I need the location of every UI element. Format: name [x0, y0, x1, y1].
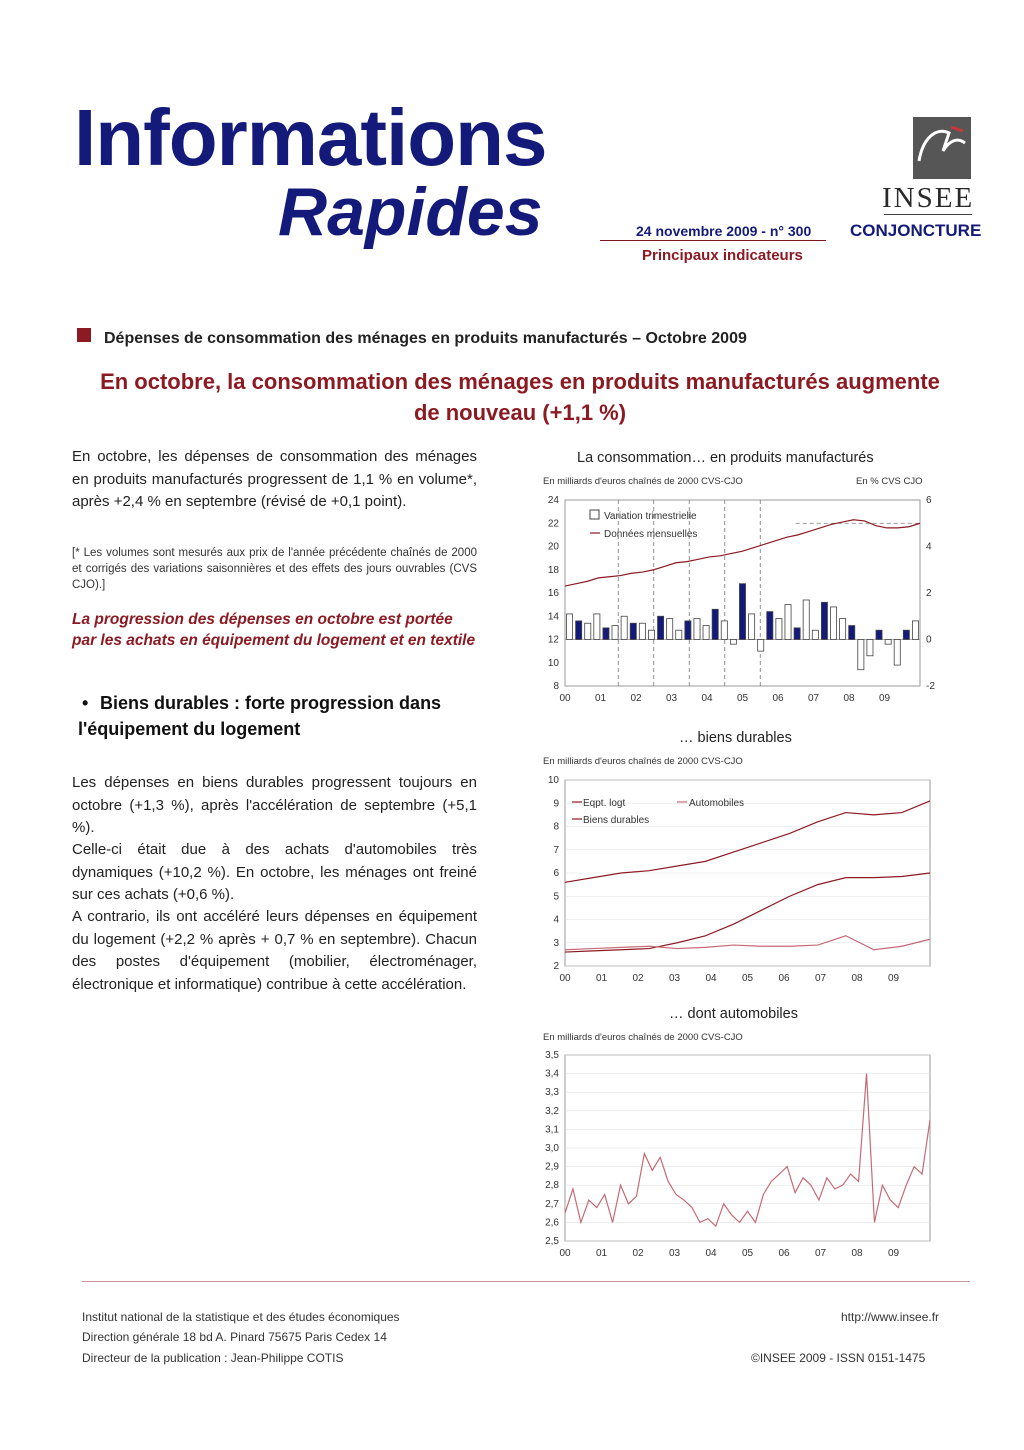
chart1-bar [821, 602, 827, 639]
chart1-bar [767, 612, 773, 640]
chart1-x-tick-label: 01 [594, 693, 607, 704]
chart1-right-tick-label: 6 [926, 495, 932, 506]
chart2-legend-label: Automobiles [689, 798, 745, 809]
chart2-x-tick-label: 09 [887, 973, 900, 984]
chart1-bar [876, 630, 882, 639]
chart1-bar [912, 621, 918, 640]
footer-director: Directeur de la publication : Jean-Philippe COTIS [82, 1351, 344, 1365]
chart1-bar [885, 640, 891, 645]
chart1-x-tick-label: 00 [559, 693, 571, 704]
chart1-bar [803, 600, 809, 640]
chart1-legend-swatch-bars [590, 510, 599, 519]
chart1-bar [867, 640, 873, 656]
chart1-bar [758, 640, 764, 652]
chart2-x-tick-label: 05 [741, 973, 754, 984]
chart2-x-tick-label: 01 [595, 973, 608, 984]
chart3-x-tick-label: 06 [778, 1248, 790, 1259]
chart1-left-tick-label: 24 [547, 495, 559, 506]
chart1-bar [658, 616, 664, 639]
chart1-bar [603, 628, 609, 640]
method-note: [* Les volumes sont mesurés aux prix de l'année précédente chaînés de 2000 et corrigés des variations saisonnières et des effets des jours ouvrables (CVS CJO).] [72, 547, 477, 591]
chart2-y-tick-label: 10 [547, 775, 559, 786]
chart1-x-tick-label: 04 [701, 693, 713, 704]
chart1-bar [749, 614, 755, 640]
chart2-y-tick-label: 9 [553, 798, 559, 810]
chart3-x-tick-label: 02 [632, 1248, 644, 1259]
chart2-y-tick-label: 6 [553, 868, 559, 879]
body-paragraph-1: Les dépenses en biens durables progressent toujours en octobre (+1,3 %), après l'accélération de septembre (+5,1 %). [72, 774, 477, 836]
chart1-bar [567, 614, 573, 640]
chart3-y-tick-label: 3,4 [545, 1068, 559, 1080]
chart3-x-tick-label: 09 [887, 1248, 900, 1259]
chart2-x-tick-label: 02 [632, 973, 644, 984]
chart1-bar [776, 619, 782, 640]
insee-logo-icon [913, 117, 971, 179]
chart1-bar [830, 607, 836, 640]
chart3-unit: En milliards d'euros chaînés de 2000 CVS-CJO [543, 1032, 743, 1043]
chart1-bar [721, 621, 727, 640]
chart1-left-tick-label: 22 [547, 518, 559, 530]
chart1-left-tick-label: 8 [553, 681, 559, 692]
chart2-x-tick-label: 07 [814, 973, 827, 984]
chart1-bar [612, 626, 618, 640]
chart1-x-tick-label: 07 [807, 693, 820, 704]
chart2-y-tick-label: 2 [553, 961, 559, 972]
chart1-bar [576, 621, 582, 640]
chart3-x-tick-label: 04 [705, 1248, 717, 1259]
chart2-svg [530, 770, 950, 990]
issue-date: 24 novembre 2009 - n° 300 [636, 223, 812, 239]
chart2-y-tick-label: 8 [553, 821, 559, 833]
chart3-y-tick-label: 3,3 [545, 1087, 559, 1099]
chart2-legend-label: Eqpt. logt [583, 798, 626, 809]
headline: En octobre, la consommation des ménages en produits manufacturés augmente de nouveau (+1,1 %) [100, 369, 940, 425]
chart2-x-tick-label: 03 [668, 973, 681, 984]
chart3-y-tick-label: 2,8 [545, 1180, 559, 1192]
chart1-bar [840, 619, 846, 640]
chart3-y-tick-label: 3,0 [545, 1143, 559, 1154]
chart3-x-tick-label: 05 [741, 1248, 754, 1259]
chart1-x-tick-label: 08 [843, 693, 855, 704]
chart1-left-tick-label: 20 [547, 541, 559, 553]
chart3-y-tick-label: 2,7 [545, 1198, 559, 1210]
chart1-bar [858, 640, 864, 670]
chart3-x-tick-label: 03 [668, 1248, 681, 1259]
chart1-left-tick-label: 14 [547, 611, 559, 623]
chart3-y-tick-label: 2,9 [545, 1161, 559, 1173]
chart1-bar [639, 623, 645, 639]
chart2-title: … biens durables [679, 730, 792, 746]
chart2-y-tick-label: 3 [553, 937, 559, 949]
chart2-x-tick-label: 00 [559, 973, 571, 984]
body-paragraph-2: Celle-ci était due à des achats d'automobiles très dynamiques (+10,2 %). En octobre, les ménages ont freiné sur ces achats (+0,6 %). [72, 841, 477, 903]
footer-institute: Institut national de la statistique et des études économiques [82, 1310, 400, 1324]
chart1-x-tick-label: 06 [772, 693, 784, 704]
chart1-legend-label: Données mensuelles [604, 529, 698, 540]
chart1-bar [585, 623, 591, 639]
chart1-x-tick-label: 09 [878, 693, 891, 704]
chart1-bar [667, 619, 673, 640]
chart3-y-tick-label: 3,1 [545, 1124, 559, 1136]
chart1-bar [894, 640, 900, 666]
publisher-rule [884, 214, 972, 215]
chart1-bar [812, 630, 818, 639]
section-title: Dépenses de consommation des ménages en produits manufacturés – Octobre 2009 [104, 330, 747, 347]
chart1-title: La consommation… en produits manufacturés [577, 450, 874, 466]
chart1-bar [903, 630, 909, 639]
chart1-bar [648, 630, 654, 639]
bullet-heading [78, 690, 478, 742]
chart2-y-tick-label: 7 [553, 844, 559, 856]
chart1-bar [785, 605, 791, 640]
chart1-right-tick-label: -2 [926, 681, 935, 692]
chart1-bar [685, 621, 691, 640]
chart1-x-tick-label: 02 [630, 693, 642, 704]
chart1-bar [739, 584, 745, 640]
chart3-x-tick-label: 00 [559, 1248, 571, 1259]
chart3-title: … dont automobiles [669, 1006, 798, 1022]
chart3-y-tick-label: 2,6 [545, 1217, 559, 1229]
chart1-right-tick-label: 4 [926, 541, 932, 553]
chart2-y-tick-label: 5 [553, 891, 559, 903]
chart1-right-tick-label: 2 [926, 588, 932, 599]
chart2-unit: En milliards d'euros chaînés de 2000 CVS-CJO [543, 756, 743, 767]
chart3-y-tick-label: 3,2 [545, 1105, 559, 1117]
chart1-bar [621, 616, 627, 639]
chart3-x-tick-label: 01 [595, 1248, 608, 1259]
chart2-legend-label: Biens durables [583, 815, 650, 826]
chart1-bar [676, 630, 682, 639]
footer-copyright: ©INSEE 2009 - ISSN 0151-1475 [751, 1351, 926, 1365]
chart1-left-unit: En milliards d'euros chaînés de 2000 CVS-CJO [543, 476, 743, 487]
chart1-left-tick-label: 10 [547, 657, 559, 669]
chart3-x-tick-label: 07 [814, 1248, 827, 1259]
chart1-right-unit: En % CVS CJO [856, 476, 923, 487]
chart1-left-tick-label: 18 [547, 564, 559, 576]
chart1-bar [730, 640, 736, 645]
chart1-bar [703, 626, 709, 640]
body-paragraph-3: A contrario, ils ont accéléré leurs dépenses en équipement du logement (+2,2 % après + 0,7 % en septembre). Chacun des postes d'équipement (mobilier, électroménager, électronique et informatique) contribue à cette accélération. [72, 908, 477, 993]
chart1-bar [594, 614, 600, 640]
chart1-left-tick-label: 16 [547, 588, 559, 599]
chart2-x-tick-label: 08 [851, 973, 863, 984]
chart3-y-tick-label: 2,5 [545, 1236, 559, 1247]
bullet-icon: • [82, 693, 89, 713]
chart3-y-tick-label: 3,5 [545, 1050, 559, 1061]
chart1-x-tick-label: 03 [665, 693, 678, 704]
masthead-title: Informations [74, 93, 547, 182]
masthead-subtitle: Rapides [278, 174, 543, 250]
chart1-right-tick-label: 0 [926, 634, 932, 646]
chart1-bar [794, 628, 800, 640]
chart1-legend-label: Variation trimestrielle [604, 511, 697, 522]
series-name: CONJONCTURE [850, 221, 982, 240]
chart1-bar [712, 609, 718, 639]
intro-paragraph: En octobre, les dépenses de consommation des ménages en produits manufacturés progressent de 1,1 % en volume*, après +2,4 % en septembre (révisé de +0,1 point). [72, 448, 477, 510]
issue-category: Principaux indicateurs [642, 247, 803, 264]
chart1-svg [530, 490, 950, 710]
publisher-name: INSEE [882, 182, 975, 214]
section-square-icon [77, 328, 91, 342]
chart1-left-tick-label: 12 [547, 634, 559, 646]
footer-address: Direction générale 18 bd A. Pinard 75675 Paris Cedex 14 [82, 1330, 387, 1344]
chart3-x-tick-label: 08 [851, 1248, 863, 1259]
masthead-rule [600, 240, 826, 241]
bullet-heading-text: Biens durables : forte progression dans l'équipement du logement [78, 693, 442, 739]
lede: La progression des dépenses en octobre est portée par les achats en équipement du logement et en textile [72, 611, 476, 649]
chart1-bar [694, 619, 700, 640]
chart3-svg [530, 1045, 950, 1265]
chart2-x-tick-label: 04 [705, 973, 717, 984]
chart1-bar [849, 626, 855, 640]
chart1-x-tick-label: 05 [736, 693, 749, 704]
footer-rule [82, 1281, 970, 1282]
chart2-y-tick-label: 4 [553, 914, 559, 926]
chart2-x-tick-label: 06 [778, 973, 790, 984]
chart1-bar [630, 623, 636, 639]
footer-url[interactable]: http://www.insee.fr [841, 1310, 940, 1324]
